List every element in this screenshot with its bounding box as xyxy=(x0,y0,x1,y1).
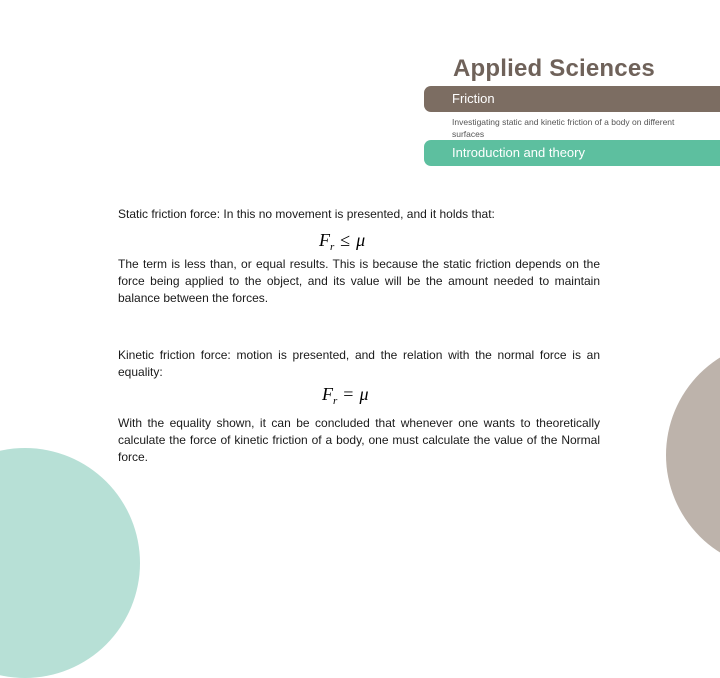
formula-operator: ≤ xyxy=(340,230,351,250)
formula-subscript: r xyxy=(333,395,338,407)
kinetic-friction-explanation: With the equality shown, it can be concluded that whenever one wants to theoretically calculate the force of kinetic friction of a body, one must calculate the value of the Normal force. xyxy=(118,416,600,464)
decorative-circle-left xyxy=(0,448,140,678)
brand-title: Applied Sciences xyxy=(453,55,655,82)
decorative-circle-right xyxy=(666,340,720,570)
topic-label: Friction xyxy=(452,91,495,106)
section-banner xyxy=(424,140,720,166)
formula-force-symbol: F xyxy=(319,230,330,250)
static-friction-explanation: The term is less than, or equal results. This is because the static friction depends on the force being applied to the object, and its value will be the amount needed to maintain balance between the forces. xyxy=(118,257,600,305)
formula-operator: = xyxy=(343,384,354,404)
formula-mu-symbol: μ xyxy=(359,384,369,404)
static-friction-formula xyxy=(319,230,365,253)
static-friction-intro: Static friction force: In this no movement is presented, and it holds that: xyxy=(118,207,495,221)
topic-subtitle: Investigating static and kinetic friction of a body on different surfaces xyxy=(452,117,675,139)
kinetic-friction-intro: Kinetic friction force: motion is presented, and the relation with the normal force is an equality: xyxy=(118,348,600,379)
kinetic-friction-formula xyxy=(322,384,368,407)
formula-mu-symbol: μ xyxy=(356,230,366,250)
topic-banner xyxy=(424,86,720,112)
section-label: Introduction and theory xyxy=(452,145,585,160)
formula-subscript: r xyxy=(330,241,335,253)
formula-force-symbol: F xyxy=(322,384,333,404)
